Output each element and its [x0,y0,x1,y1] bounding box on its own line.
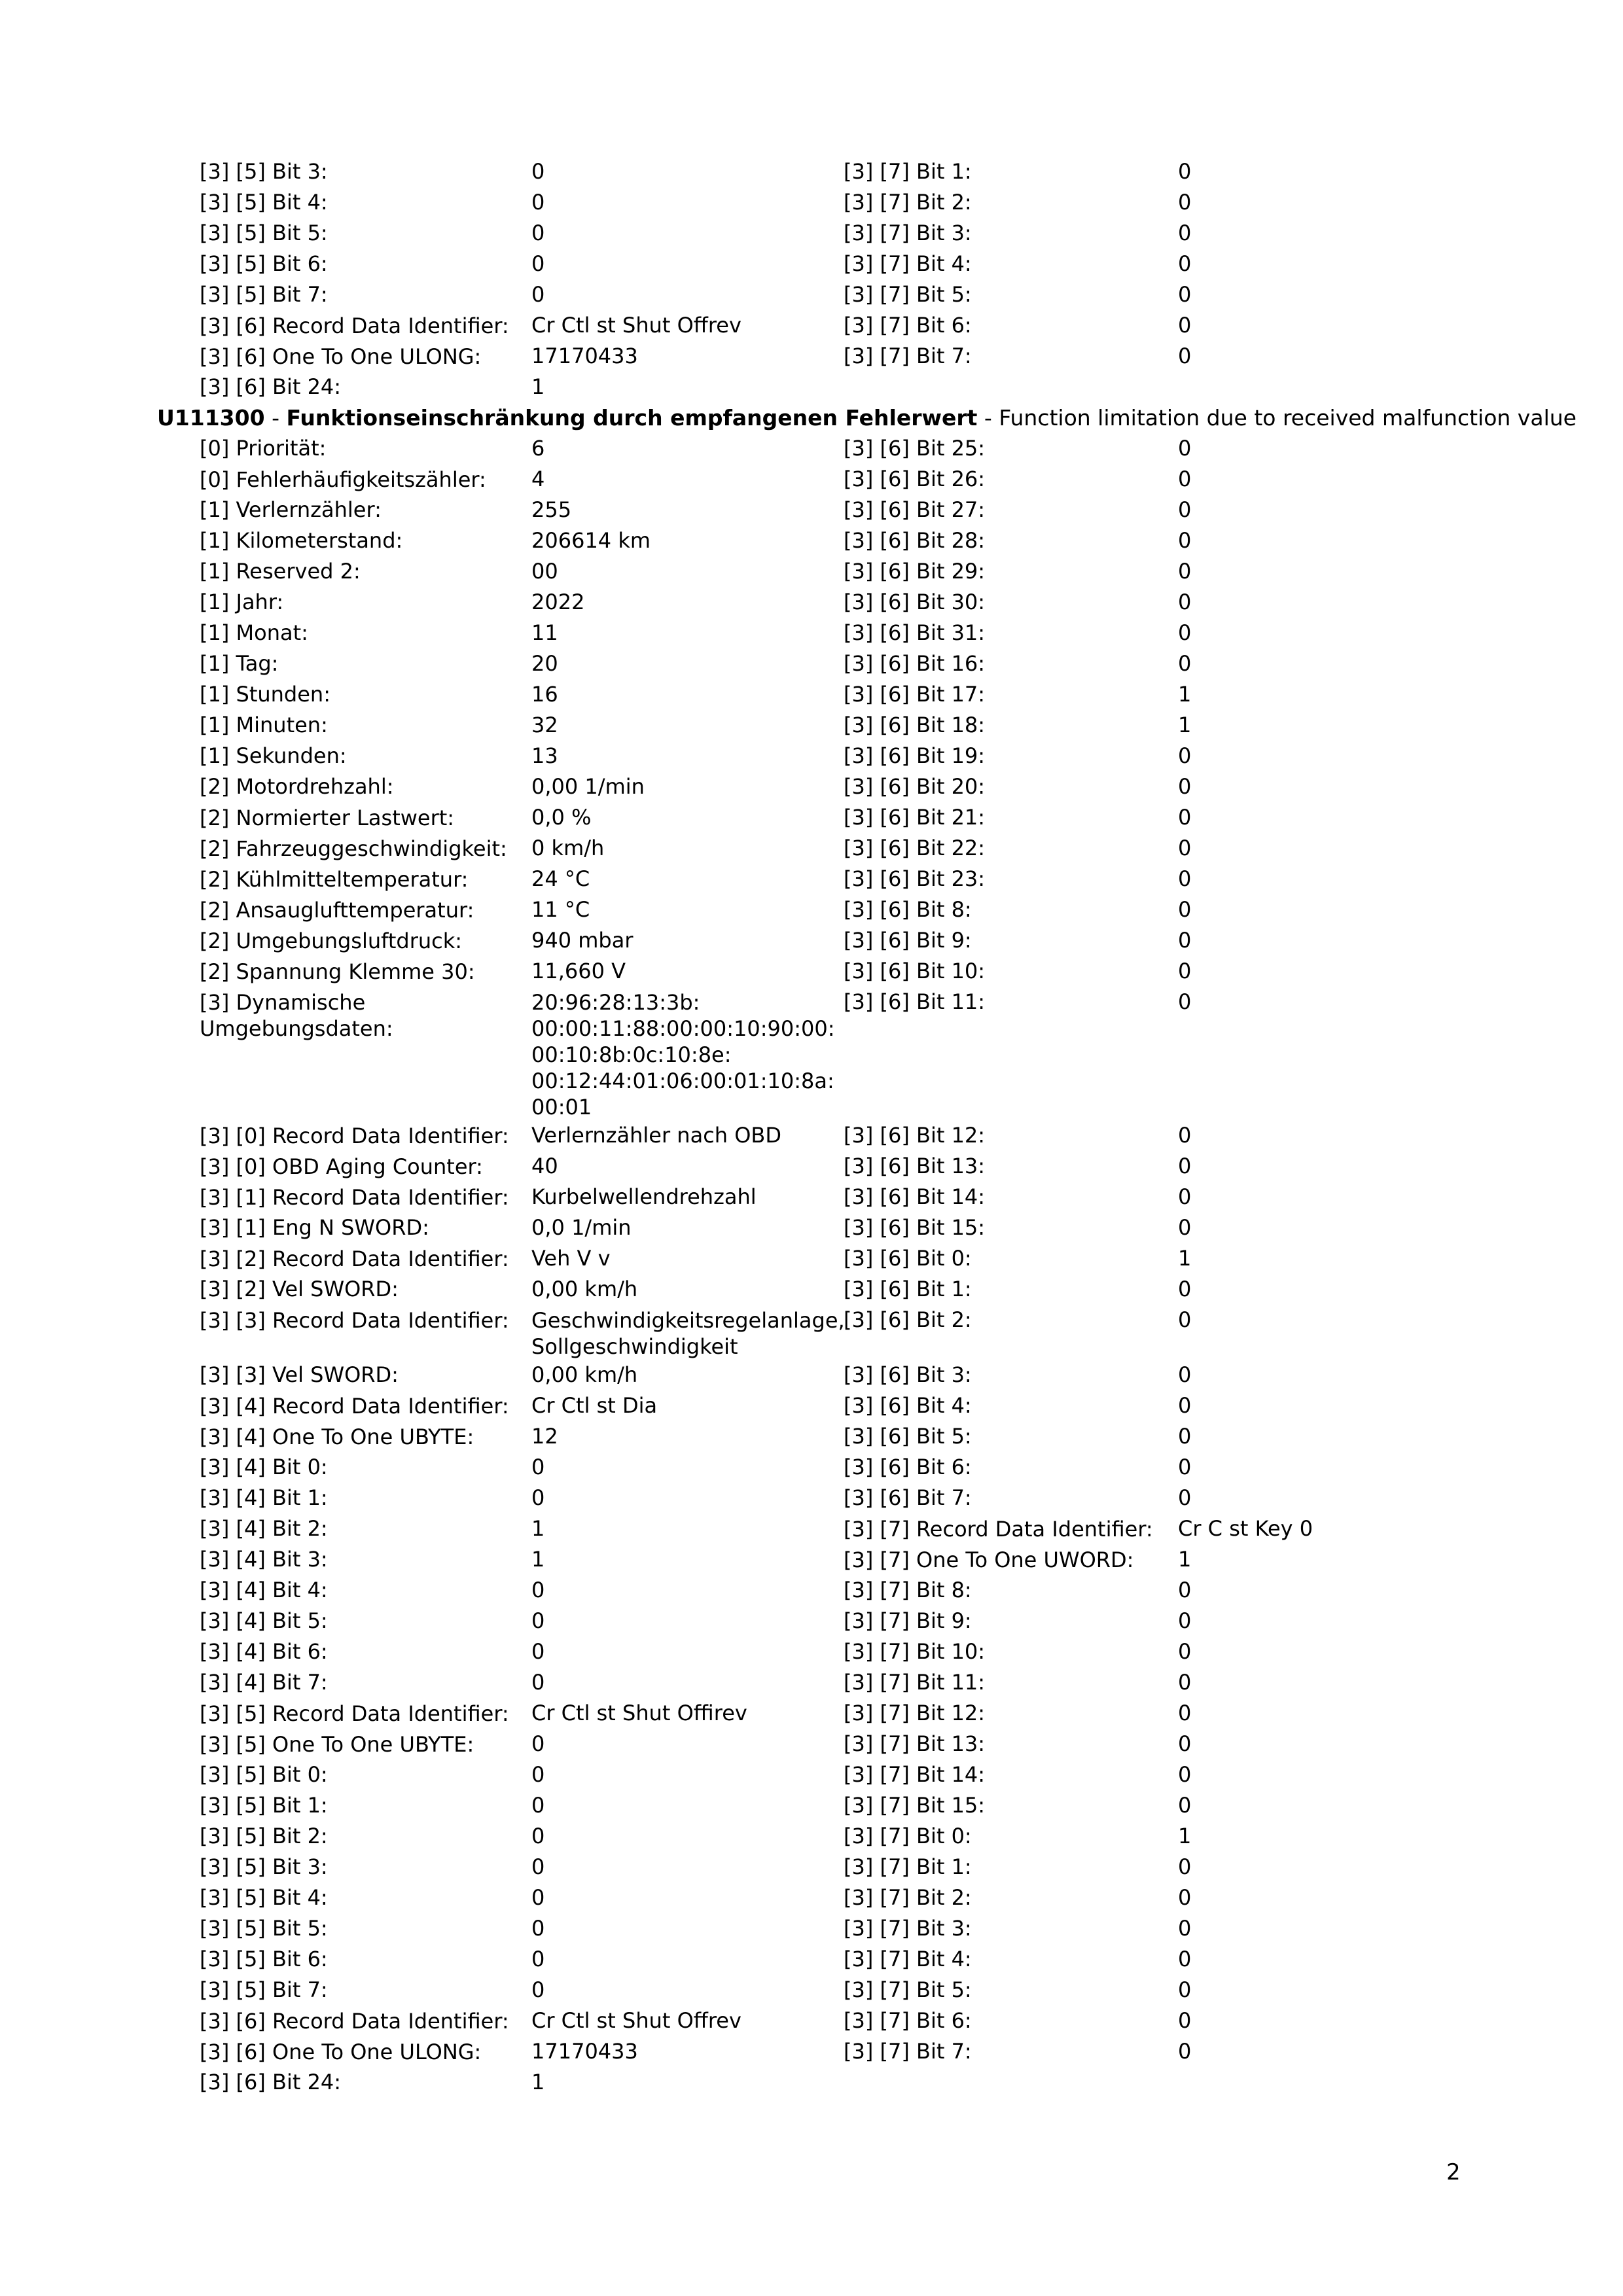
row-indent [0,1759,200,1790]
param-value: 0 [1178,897,1192,922]
param-value: 0 [531,1731,545,1756]
row-indent [0,2036,200,2067]
row-indent [0,249,200,279]
param-value: 0 [531,1824,545,1848]
param-label: [3] [5] Bit 3: [200,1854,328,1879]
row-indent [0,956,200,987]
param-value: 0 [531,282,545,307]
param-label: [3] [7] Bit 14: [844,1762,986,1787]
row-indent [0,556,200,587]
param-label: [3] [7] Bit 5: [844,282,972,307]
row-indent [0,1151,200,1182]
param-value: 0 [1178,1393,1192,1418]
row-indent [0,1421,200,1452]
param-value: 0 [1178,1578,1192,1602]
page-number: 2 [1446,2159,1461,2185]
param-label: [3] [4] Bit 7: [200,1670,328,1695]
fault-heading [157,402,1577,433]
param-label: [3] [4] Bit 2: [200,1516,328,1541]
param-label: [2] Ansauglufttemperatur: [200,898,474,923]
param-value: 0 [1178,2039,1192,2064]
param-label: [3] [6] Bit 24: [200,2070,342,2094]
param-label: [3] [7] Bit 2: [844,1885,972,1910]
param-label: [3] [7] Bit 12: [844,1701,986,1725]
param-label: [2] Kühlmitteltemperatur: [200,867,469,892]
param-value: 255 [531,497,572,522]
param-value: 0 [1178,989,1192,1014]
param-value: 0 [1178,1215,1192,1240]
param-value: 6 [531,436,545,461]
row-indent [0,279,200,310]
row-indent [0,1575,200,1606]
param-value: 0 [1178,159,1192,184]
param-value: 0 [1178,1455,1192,1479]
row-indent [0,2005,200,2036]
param-label: [1] Tag: [200,651,279,676]
param-label: [3] [6] Bit 22: [844,836,986,860]
param-label: [3] [6] One To One ULONG: [200,344,482,369]
param-value: 1 [531,2070,545,2094]
param-value: 0 [531,1578,545,1602]
param-label: [3] [6] Bit 26: [844,467,986,491]
param-value: 0 [1178,528,1192,553]
param-label: [0] Fehlerhäufigkeitszähler: [200,467,486,492]
param-value: 0 [531,1947,545,1971]
param-value: 0 [1178,1916,1192,1941]
param-value: 0 [1178,1762,1192,1787]
param-value: 0 [1178,1977,1192,2002]
param-label: [3] [6] Bit 28: [844,528,986,553]
param-value: 0 [1178,1670,1192,1695]
param-value: 0 [531,1639,545,1664]
continued-parameter-table [0,156,1623,402]
param-label: [3] [7] Bit 5: [844,1977,972,2002]
param-value: 20 [531,651,558,676]
param-label: [3] [4] Record Data Identifier: [200,1394,509,1419]
row-indent [0,894,200,925]
row-indent [0,1667,200,1698]
param-label: [3] [4] Bit 6: [200,1639,328,1664]
param-value: 0 [531,1670,545,1695]
param-label: [3] [6] Record Data Identifier: [200,2009,509,2034]
param-label: [3] [6] Bit 15: [844,1215,986,1240]
fault-code: U111300 [157,405,265,431]
param-label: [3] [7] Bit 6: [844,2008,972,2033]
param-value: 17170433 [531,344,638,368]
param-label: [1] Monat: [200,620,308,645]
param-label: [3] Dynamische Umgebungsdaten: [200,990,393,1041]
param-value: 16 [531,682,558,707]
param-label: [3] [5] Bit 3: [200,159,328,184]
param-value: 4 [531,467,545,491]
param-value: 0 [1178,344,1192,368]
param-value: 12 [531,1424,558,1449]
param-label: [3] [7] Bit 1: [844,159,972,184]
param-value: 0 [1178,497,1192,522]
param-value: 0 [531,1854,545,1879]
param-label: [3] [6] Bit 21: [844,805,986,830]
param-value: 0 [1178,866,1192,891]
param-label: [3] [4] Bit 0: [200,1455,328,1479]
row-indent [0,1852,200,1882]
param-label: [3] [5] Bit 0: [200,1762,328,1787]
row-indent [0,1182,200,1212]
param-value: 0 [1178,805,1192,830]
row-indent [0,1636,200,1667]
row-indent [0,679,200,710]
param-label: [3] [2] Vel SWORD: [200,1277,399,1301]
param-value [1178,372,1492,402]
param-label: [3] [2] Record Data Identifier: [200,1246,509,1271]
param-label: [2] Fahrzeuggeschwindigkeit: [200,836,507,861]
param-value: Verlernzähler nach OBD [531,1123,782,1148]
param-label [844,2067,1178,2098]
param-value: 0,00 1/min [531,774,645,799]
param-label: [3] [4] One To One UBYTE: [200,1424,474,1449]
param-label: [3] [7] Bit 2: [844,190,972,215]
row-indent [0,218,200,249]
param-value: 11,660 V [531,959,626,983]
row-indent [0,1729,200,1759]
param-label: [1] Reserved 2: [200,559,361,584]
row-indent [0,1390,200,1421]
row-indent [0,1483,200,1513]
param-label: [3] [4] Bit 5: [200,1608,328,1633]
param-value: 1 [1178,1824,1192,1848]
param-value: 0 [531,1455,545,1479]
row-indent [0,495,200,525]
param-value: 0 [1178,282,1192,307]
param-label: [3] [1] Record Data Identifier: [200,1185,509,1210]
param-value: 1 [531,1516,545,1541]
param-value: 0 [1178,959,1192,983]
row-indent [0,1882,200,1913]
param-label: [3] [6] Bit 3: [844,1362,972,1387]
param-label: [3] [6] Bit 14: [844,1184,986,1209]
param-value: 0 [531,1916,545,1941]
param-value: 0 [1178,620,1192,645]
param-value: 0 [1178,221,1192,245]
param-label [844,372,1178,402]
param-value: 0,00 km/h [531,1362,638,1387]
row-indent [0,1360,200,1390]
param-value: 00 [531,559,558,584]
row-indent [0,710,200,741]
row-indent [0,1452,200,1483]
param-value: 940 mbar [531,928,633,953]
param-label: [3] [4] Bit 3: [200,1547,328,1572]
param-value: 1 [531,374,545,399]
row-indent [0,1513,200,1544]
param-label: [3] [4] Bit 4: [200,1578,328,1602]
param-label: [3] [6] Bit 11: [844,989,986,1014]
param-value: Cr Ctl st Shut Offrev [531,313,741,338]
param-label: [3] [6] Bit 6: [844,1455,972,1479]
param-label: [3] [7] Bit 3: [844,1916,972,1941]
row-indent [0,1305,200,1360]
param-label: [3] [7] Bit 13: [844,1731,986,1756]
param-value: 0 [531,1485,545,1510]
param-value: 0 [1178,774,1192,799]
param-value: 0 [1178,928,1192,953]
param-value: 40 [531,1154,558,1178]
param-label: [3] [6] Bit 13: [844,1154,986,1178]
param-label: [1] Sekunden: [200,743,347,768]
param-label: [3] [5] Bit 2: [200,1824,328,1848]
param-label: [3] [7] Bit 15: [844,1793,986,1818]
param-label: [3] [7] Bit 3: [844,221,972,245]
row-indent [0,1790,200,1821]
param-label: [3] [7] Record Data Identifier: [844,1517,1153,1542]
param-label: [3] [6] Bit 16: [844,651,986,676]
param-label: [3] [6] Bit 19: [844,743,986,768]
row-indent [0,1212,200,1243]
param-label: [3] [7] Bit 11: [844,1670,986,1695]
param-value: Kurbelwellendrehzahl [531,1184,757,1209]
param-value: 32 [531,713,558,737]
param-label: [3] [6] Bit 0: [844,1246,972,1271]
row-indent [0,156,200,187]
row-indent [0,1975,200,2005]
param-value: 0 [1178,1639,1192,1664]
row-indent [0,741,200,771]
param-value: 0 [1178,1854,1192,1879]
param-label: [3] [6] Bit 1: [844,1277,972,1301]
fault-parameter-table [0,433,1623,2098]
param-value: 0 [531,1885,545,1910]
row-indent [0,864,200,894]
param-label: [1] Kilometerstand: [200,528,403,553]
param-label: [3] [5] Bit 1: [200,1793,328,1818]
fault-separator-2: - [977,405,999,431]
param-value: 0 [1178,313,1192,338]
row-indent [0,1698,200,1729]
param-value: 0 [531,1608,545,1633]
param-label: [3] [5] Bit 5: [200,1916,328,1941]
param-label: [3] [5] Bit 4: [200,190,328,215]
param-label: [3] [6] Record Data Identifier: [200,313,509,338]
param-label: [3] [7] Bit 10: [844,1639,986,1664]
param-label: [3] [5] Bit 4: [200,1885,328,1910]
param-value: 0 [1178,1307,1192,1332]
param-value: 1 [531,1547,545,1572]
param-label: [3] [7] Bit 4: [844,251,972,276]
param-label: [3] [5] Bit 6: [200,1947,328,1971]
param-value: 0,0 1/min [531,1215,632,1240]
param-value: 0,0 % [531,805,592,830]
param-value: Cr C st Key 0 [1178,1516,1313,1541]
row-indent [0,1944,200,1975]
param-value: 17170433 [531,2039,638,2064]
param-label: [3] [6] Bit 7: [844,1485,972,1510]
row-indent [0,587,200,618]
param-value: 13 [531,743,558,768]
param-value: 0 [1178,1793,1192,1818]
fault-title-german: Funktionseinschränkung durch empfangenen Fehlerwert [286,405,978,431]
param-value: 0 [1178,1424,1192,1449]
row-indent [0,648,200,679]
param-value: 0 [1178,1123,1192,1148]
param-label: [3] [7] Bit 0: [844,1824,972,1848]
param-label: [3] [0] Record Data Identifier: [200,1123,509,1148]
param-value: 1 [1178,713,1192,737]
param-value: 0 [531,251,545,276]
param-value: 0 [1178,1277,1192,1301]
row-indent [0,925,200,956]
param-label: [2] Spannung Klemme 30: [200,959,475,984]
param-value: 0 [1178,559,1192,584]
param-label: [3] [5] Bit 7: [200,1977,328,2002]
param-value: 1 [1178,1246,1192,1271]
param-label: [3] [3] Record Data Identifier: [200,1308,509,1333]
param-label: [3] [5] Bit 6: [200,251,328,276]
param-value: Geschwindigkeitsregelanlage, Sollgeschwindigkeit [531,1308,845,1359]
param-label: [3] [6] Bit 2: [844,1307,972,1332]
param-label: [3] [6] Bit 10: [844,959,986,983]
param-label: [3] [5] Bit 7: [200,282,328,307]
row-indent [0,187,200,218]
param-label: [3] [0] OBD Aging Counter: [200,1154,483,1179]
param-value: 0 [531,1762,545,1787]
param-value: 1 [1178,682,1192,707]
param-label: [3] [5] Record Data Identifier: [200,1701,509,1726]
param-label: [3] [7] Bit 9: [844,1608,972,1633]
param-value: 0 [1178,467,1192,491]
param-value: 0 [1178,190,1192,215]
param-value: 0 [1178,1362,1192,1387]
param-value: 0 [1178,1701,1192,1725]
param-label: [1] Stunden: [200,682,330,707]
row-indent [0,525,200,556]
param-value: 0 [531,159,545,184]
row-indent [0,1913,200,1944]
param-value: 0 [1178,1485,1192,1510]
param-label: [3] [7] One To One UWORD: [844,1547,1134,1572]
param-label: [3] [3] Vel SWORD: [200,1362,399,1387]
row-indent [0,1274,200,1305]
param-label: [3] [7] Bit 7: [844,344,972,368]
row-indent [0,1606,200,1636]
param-value: 0 [1178,1608,1192,1633]
param-label: [3] [6] Bit 4: [844,1393,972,1418]
param-label: [3] [7] Bit 7: [844,2039,972,2064]
row-indent [0,771,200,802]
param-value [1178,2067,1492,2098]
param-label: [3] [6] Bit 29: [844,559,986,584]
row-indent [0,433,200,464]
param-label: [3] [6] One To One ULONG: [200,2040,482,2064]
param-value: 0 [1178,590,1192,614]
param-label: [2] Umgebungsluftdruck: [200,928,463,953]
param-value: 0 [1178,1184,1192,1209]
param-label: [2] Normierter Lastwert: [200,805,455,830]
param-label: [1] Verlernzähler: [200,497,382,522]
param-value: 1 [1178,1547,1192,1572]
param-value: 0 [1178,436,1192,461]
param-label: [3] [6] Bit 12: [844,1123,986,1148]
param-value: 11 °C [531,897,590,922]
param-value: 206614 km [531,528,651,553]
row-indent [0,2067,200,2098]
param-value: Cr Ctl st Dia [531,1393,658,1418]
row-indent [0,1243,200,1274]
param-value: 0 [531,1793,545,1818]
param-label: [2] Motordrehzahl: [200,774,394,799]
param-value: Cr Ctl st Shut Offirev [531,1701,747,1725]
row-indent [0,987,200,1120]
param-value: 0 [1178,1947,1192,1971]
param-label: [3] [6] Bit 31: [844,620,986,645]
param-value: 0 km/h [531,836,605,860]
param-value: 0 [1178,2008,1192,2033]
param-label: [3] [6] Bit 24: [200,374,342,399]
param-value: 11 [531,620,558,645]
row-indent [0,372,200,402]
param-value: 0 [1178,743,1192,768]
fault-title-english: Function limitation due to received malfunction value [999,405,1577,431]
param-value: 20:96:28:13:3b: 00:00:11:88:00:00:10:90:00: 00:10:8b:0c:10:8e: 00:12:44:01:06:00:01:10:8a: 00:01 [531,990,835,1120]
row-indent [0,1544,200,1575]
param-label: [1] Jahr: [200,590,284,614]
param-value: Cr Ctl st Shut Offrev [531,2008,741,2033]
param-value: 0 [1178,1154,1192,1178]
param-label: [3] [6] Bit 8: [844,897,972,922]
param-value: 0 [1178,1885,1192,1910]
param-value: 0,00 km/h [531,1277,638,1301]
param-label: [3] [7] Bit 1: [844,1854,972,1879]
row-indent [0,310,200,341]
param-value: 0 [1178,836,1192,860]
param-label: [3] [7] Bit 4: [844,1947,972,1971]
param-value: 0 [1178,1731,1192,1756]
param-label: [3] [6] Bit 20: [844,774,986,799]
param-value: 0 [1178,251,1192,276]
param-label: [3] [6] Bit 27: [844,497,986,522]
param-label: [3] [6] Bit 18: [844,713,986,737]
param-label: [3] [6] Bit 9: [844,928,972,953]
param-label: [3] [5] One To One UBYTE: [200,1732,474,1757]
param-value: 24 °C [531,866,590,891]
row-indent [0,1821,200,1852]
param-value: 0 [1178,651,1192,676]
param-label: [1] Minuten: [200,713,328,737]
param-label: [3] [7] Bit 8: [844,1578,972,1602]
row-indent [0,341,200,372]
param-label: [0] Priorität: [200,436,327,461]
param-label: [3] [6] Bit 23: [844,866,986,891]
row-indent [0,802,200,833]
row-indent [0,464,200,495]
param-label: [3] [6] Bit 30: [844,590,986,614]
param-value: Veh V v [531,1246,611,1271]
param-value: 0 [531,190,545,215]
param-label: [3] [4] Bit 1: [200,1485,328,1510]
param-value: 2022 [531,590,585,614]
row-indent [0,618,200,648]
row-indent [0,833,200,864]
param-label: [3] [6] Bit 5: [844,1424,972,1449]
param-value: 0 [531,221,545,245]
param-value: 0 [531,1977,545,2002]
param-label: [3] [5] Bit 5: [200,221,328,245]
row-indent [0,1120,200,1151]
param-label: [3] [6] Bit 17: [844,682,986,707]
fault-separator: - [264,405,287,431]
param-label: [3] [6] Bit 25: [844,436,986,461]
param-label: [3] [1] Eng N SWORD: [200,1215,429,1240]
param-label: [3] [7] Bit 6: [844,313,972,338]
